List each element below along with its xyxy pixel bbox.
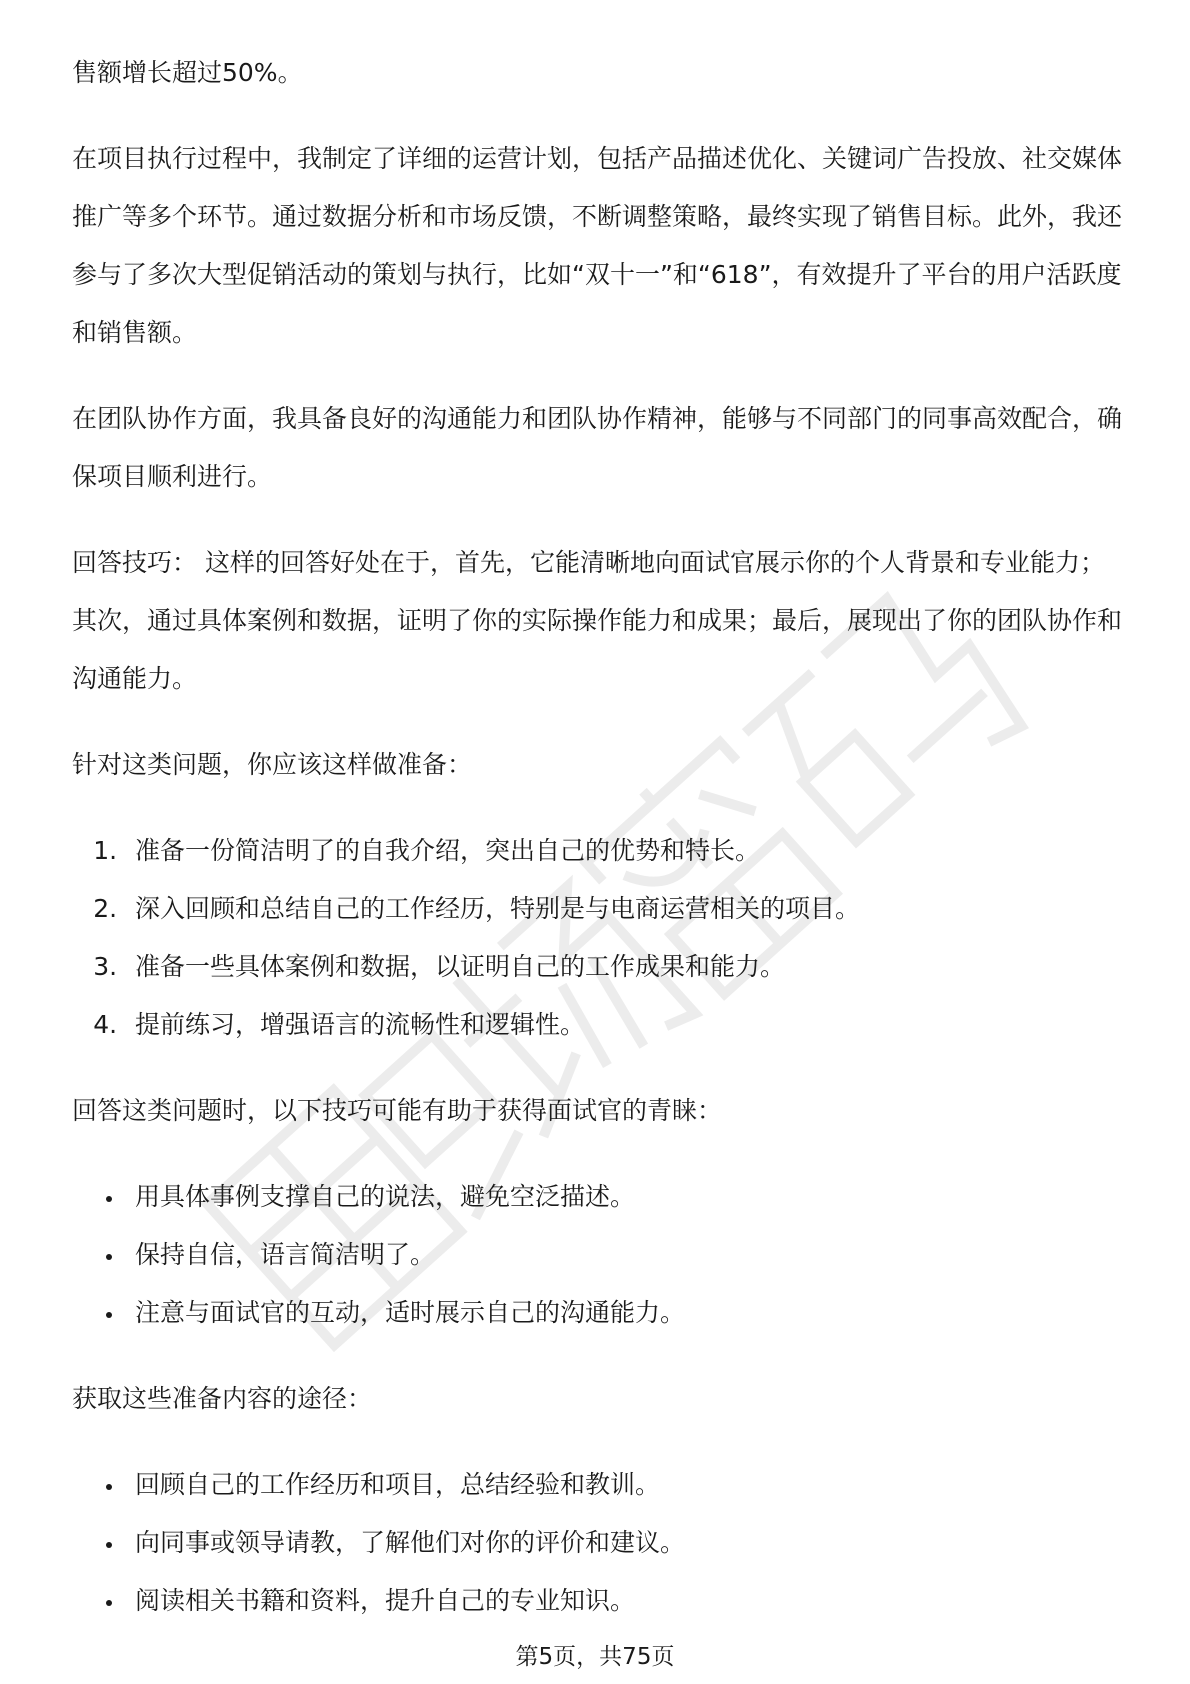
paragraph-sales-growth: 售额增长超过50%。 xyxy=(72,58,303,87)
list-item: 1. 准备一份简洁明了的自我介绍，突出自己的优势和特长。 xyxy=(125,822,1122,880)
list-item: • 保持自信，语言简洁明了。 xyxy=(125,1226,1122,1284)
list-item: 2. 深入回顾和总结自己的工作经历，特别是与电商运营相关的项目。 xyxy=(125,880,1122,938)
paragraph-answer-tips: 回答技巧： 这样的回答好处在于，首先，它能清晰地向面试官展示你的个人背景和专业能力；其次，通过具体案例和数据，证明了你的实际操作能力和成果；最后，展现出了你的团队协作和沟通能力。 xyxy=(72,548,1123,693)
document-body xyxy=(72,44,1122,1630)
list-item: • 阅读相关书籍和资料，提升自己的专业知识。 xyxy=(125,1572,1122,1630)
list-item: • 向同事或领导请教，了解他们对你的评价和建议。 xyxy=(125,1514,1122,1572)
list-item: 3. 准备一些具体案例和数据，以证明自己的工作成果和能力。 xyxy=(125,938,1122,996)
tips-list xyxy=(72,1168,1122,1342)
paragraph-tips-intro: 回答这类问题时，以下技巧可能有助于获得面试官的青睐： xyxy=(72,1096,723,1125)
paragraph-preparation-intro: 针对这类问题，你应该这样做准备： xyxy=(72,750,473,779)
list-item: • 回顾自己的工作经历和项目，总结经验和教训。 xyxy=(125,1456,1122,1514)
paragraph-teamwork: 在团队协作方面，我具备良好的沟通能力和团队协作精神，能够与不同部门的同事高效配合，确保项目顺利进行。 xyxy=(72,404,1123,491)
list-item: 4. 提前练习，增强语言的流畅性和逻辑性。 xyxy=(125,996,1122,1054)
list-item: • 注意与面试官的互动，适时展示自己的沟通能力。 xyxy=(125,1284,1122,1342)
list-item: • 用具体事例支撑自己的说法，避免空泛描述。 xyxy=(125,1168,1122,1226)
sources-list xyxy=(72,1456,1122,1630)
page-number: 第5页，共75页 xyxy=(515,1644,675,1670)
paragraph-project-execution: 在项目执行过程中，我制定了详细的运营计划，包括产品描述优化、关键词广告投放、社交媒体推广等多个环节。通过数据分析和市场反馈，不断调整策略，最终实现了销售目标。此外，我还参与了多次大型促销活动的策划与执行，比如“双十一”和“618”，有效提升了平台的用户活跃度和销售额。 xyxy=(72,144,1123,347)
paragraph-sources-intro: 获取这些准备内容的途径： xyxy=(72,1384,373,1413)
preparation-list xyxy=(72,822,1122,1054)
